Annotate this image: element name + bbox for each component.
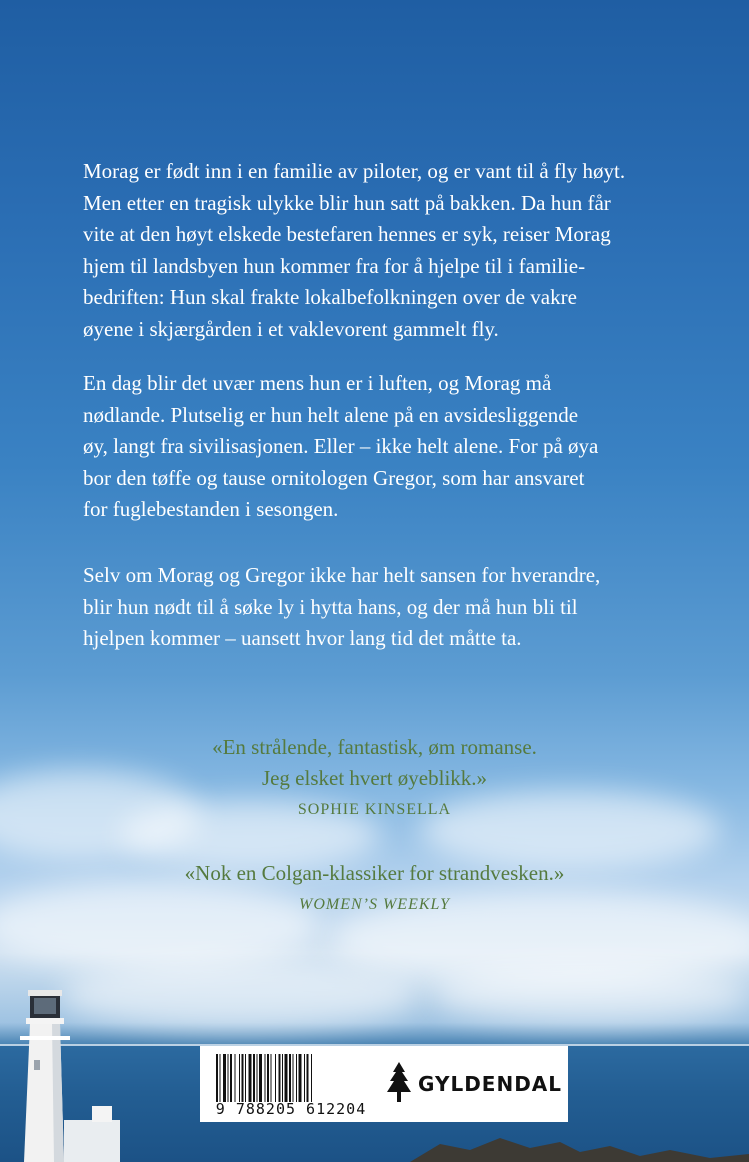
barcode-bar — [216, 1054, 218, 1102]
barcode-bar — [285, 1054, 288, 1102]
barcode-bar — [267, 1054, 269, 1102]
blurb-line: hjem til landsbyen hun kommer fra for å hjelpe til i familie- — [83, 253, 586, 278]
blurb-line: blir hun nødt til å søke ly i hytta hans, og der må hun bli til — [83, 594, 578, 619]
quote-line: Jeg elsket hvert øyeblikk.» — [261, 766, 488, 790]
blurb-paragraph-2 — [83, 368, 693, 526]
barcode-bar — [296, 1054, 297, 1102]
barcode-bar — [275, 1054, 276, 1102]
barcode-bar — [239, 1054, 240, 1102]
barcode-bar — [307, 1054, 309, 1102]
barcode-bar — [249, 1054, 252, 1102]
quote-line: «En strålende, fantastisk, øm romanse. — [212, 735, 537, 759]
barcode-bar — [299, 1054, 302, 1102]
barcode-bar — [230, 1054, 232, 1102]
blurb-paragraph-3 — [83, 560, 693, 655]
barcode-bar — [253, 1054, 255, 1102]
blurb-line: Men etter en tragisk ulykke blir hun satt på bakken. Da hun får — [83, 190, 611, 215]
barcode-bar — [242, 1054, 244, 1102]
blurb-line: bor den tøffe og tause ornitologen Gregor, som har ansvaret — [83, 465, 585, 490]
barcode-bar — [293, 1054, 294, 1102]
blurb-line: bedriften: Hun skal frakte lokalbefolkningen over de vakre — [83, 285, 577, 309]
barcode-bar — [220, 1054, 221, 1102]
review-quote-2 — [0, 858, 749, 920]
barcode-panel — [200, 1046, 568, 1122]
isbn-barcode — [214, 1054, 370, 1102]
barcode-bar — [223, 1054, 226, 1102]
quote-line: «Nok en Colgan-klassiker for strandvesken.» — [184, 861, 565, 885]
blurb-line: Selv om Morag og Gregor ikke har helt sansen for hverandre, — [83, 563, 601, 587]
barcode-bar — [257, 1054, 258, 1102]
tree-logo-icon — [386, 1062, 412, 1106]
rocks-image — [410, 1132, 749, 1162]
barcode-bar — [282, 1054, 283, 1102]
isbn-number: 9 788205 612204 — [215, 1100, 367, 1118]
barcode-bar — [235, 1054, 236, 1102]
blurb-paragraph-1 — [83, 156, 693, 345]
barcode-bar — [289, 1054, 291, 1102]
blurb-line: for fuglebestanden i sesongen. — [83, 497, 339, 521]
blurb-line: Morag er født inn i en familie av piloter, og er vant til å fly høyt. — [83, 159, 626, 183]
barcode-bar — [265, 1054, 266, 1102]
blurb-line: hjelpen kommer – uansett hvor lang tid det måtte ta. — [83, 626, 522, 650]
cloud — [430, 965, 749, 1025]
quote-attribution: WOMEN’S WEEKLY — [298, 896, 450, 913]
lighthouse-image — [0, 980, 120, 1162]
barcode-bar — [245, 1054, 246, 1102]
blurb-line: En dag blir det uvær mens hun er i luften, og Morag må — [83, 371, 552, 395]
blurb-line: vite at den høyt elskede bestefaren hennes er syk, reiser Morag — [83, 222, 611, 246]
barcode-bar — [279, 1054, 281, 1102]
publisher-logo: GYLDENDAL — [418, 1072, 563, 1096]
blurb-line: nødlande. Plutselig er hun helt alene på en avsidesliggende — [83, 402, 579, 427]
blurb-line: øy, langt fra sivilisasjonen. Eller – ikke helt alene. For på øya — [83, 434, 599, 458]
barcode-bar — [259, 1054, 262, 1102]
barcode-bar — [271, 1054, 272, 1102]
review-quote-1 — [0, 732, 749, 825]
blurb-line: øyene i skjærgården i et vaklevorent gammelt fly. — [83, 316, 499, 341]
quote-attribution: SOPHIE KINSELLA — [297, 801, 452, 818]
barcode-bar — [311, 1054, 312, 1102]
barcode-bar — [228, 1054, 229, 1102]
barcode-bar — [304, 1054, 305, 1102]
